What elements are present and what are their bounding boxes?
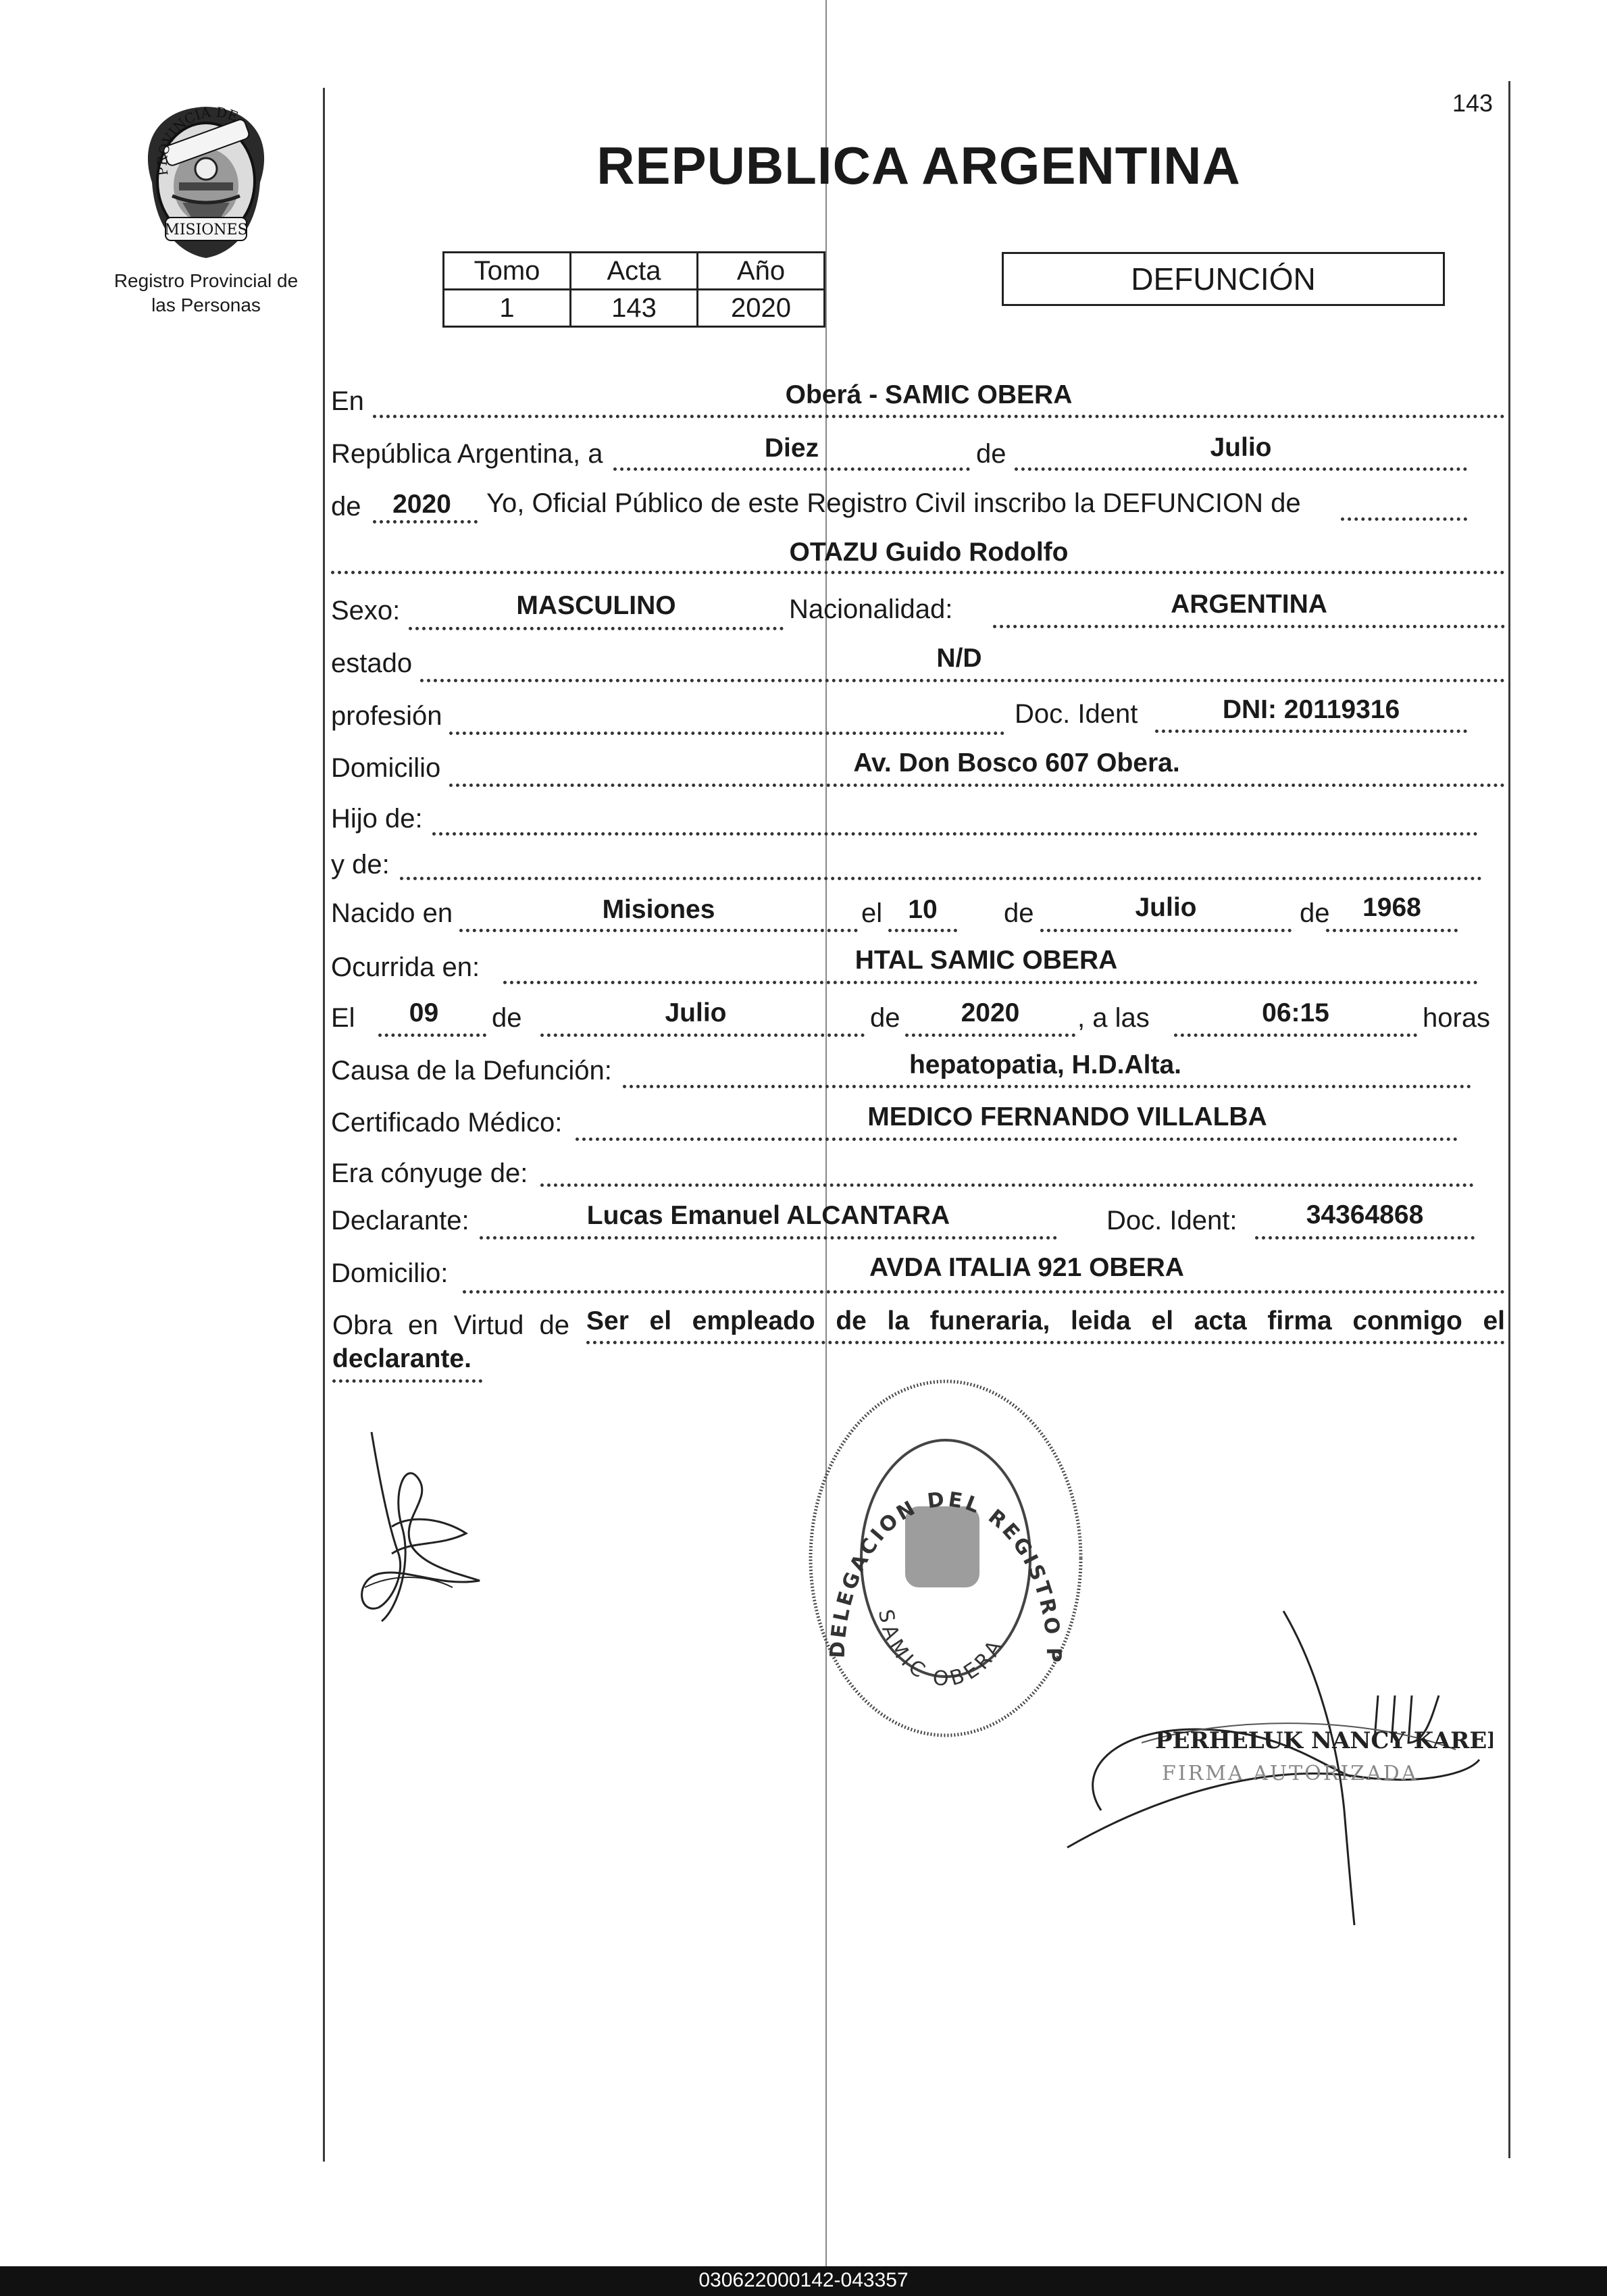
label-certificado: Certificado Médico: (331, 1108, 563, 1138)
field-domicilio: Av. Don Bosco 607 Obera. (853, 748, 1180, 777)
field-documento: DNI: 20119316 (1222, 695, 1400, 724)
field-estado: N/D (936, 644, 982, 673)
dotline-estado (420, 679, 1505, 682)
field-declarante: Lucas Emanuel ALCANTARA (586, 1201, 950, 1230)
dotline-lugar (373, 415, 1505, 418)
field-lugar: Oberá - SAMIC OBERA (785, 380, 1073, 409)
label-conyuge: Era cónyuge de: (331, 1158, 528, 1188)
seal-bottom-text: MISIONES (164, 222, 248, 238)
label-el-fecha: El (331, 1003, 355, 1033)
field-declarante-doc: 34364868 (1306, 1200, 1424, 1229)
label-nacido-de-mes: de (1004, 898, 1034, 928)
field-sexo: MASCULINO (516, 591, 676, 620)
field-nacido-mes: Julio (1135, 893, 1197, 922)
right-margin-line (1508, 81, 1510, 2158)
field-ocurrida-en: HTAL SAMIC OBERA (854, 946, 1118, 975)
registry-name-line1: Registro Provincial de (113, 270, 299, 291)
label-causa: Causa de la Defunción: (331, 1056, 612, 1086)
dotline-domicilio (449, 784, 1505, 787)
stamp-center-text: SAMIC OBERA (873, 1607, 1009, 1691)
field-nacido-anio: 1968 (1362, 893, 1421, 922)
seal-top-text: PROVINCIA DE (153, 103, 240, 177)
field-fallec-mes: Julio (665, 998, 727, 1027)
official-stamp (804, 1375, 1088, 1743)
dotline-obra (586, 1341, 1505, 1344)
field-difunto: OTAZU Guido Rodolfo (789, 538, 1069, 567)
value-acta: 143 (571, 290, 698, 327)
official-name-text: PERHELUK NANCY KAREL (1155, 1727, 1493, 1754)
dotline-y-de (400, 877, 1482, 880)
dotline-anio (373, 520, 478, 524)
document-code: 030622000142-043357 (698, 2269, 909, 2291)
label-en: En (331, 386, 364, 416)
value-tomo: 1 (444, 290, 571, 327)
label-ocurrida-en: Ocurrida en: (331, 952, 480, 982)
dotline-mes (1015, 467, 1467, 471)
label-fallec-de-anio: de (870, 1003, 900, 1033)
official-role-text: FIRMA AUTORIZADA (1162, 1762, 1419, 1785)
acta-table-value-row (444, 290, 825, 327)
svg-text:SAMIC OBERA (873, 1608, 1009, 1691)
dotline-obra-2 (332, 1379, 482, 1383)
declarant-signature (351, 1419, 500, 1628)
dotline-profesion (449, 732, 1004, 735)
field-declarante-domicilio: AVDA ITALIA 921 OBERA (869, 1253, 1184, 1282)
field-mes: Julio (1210, 433, 1272, 462)
label-domicilio: Domicilio (331, 753, 441, 783)
dotline-sexo (409, 627, 784, 630)
label-doc-ident-declarante: Doc. Ident: (1106, 1206, 1238, 1235)
provincial-seal-logo (132, 101, 280, 263)
dotline-hijo-de (432, 832, 1478, 836)
dotline-fallec-anio (905, 1034, 1075, 1037)
registry-name (95, 269, 317, 317)
label-fallec-de-mes: de (492, 1003, 522, 1033)
label-estado: estado (331, 648, 413, 678)
label-de-anio: de (331, 492, 361, 521)
label-obra-en-virtud: Obra en Virtud de (332, 1310, 570, 1340)
field-nacido-en: Misiones (602, 895, 715, 924)
label-a-las: , a las (1077, 1003, 1150, 1033)
dotline-causa (623, 1085, 1471, 1088)
field-nacido-dia: 10 (908, 895, 938, 924)
field-nacionalidad: ARGENTINA (1171, 590, 1327, 619)
label-doc-ident: Doc. Ident (1015, 699, 1138, 729)
left-margin-line (323, 88, 325, 2162)
dotline-nacido-mes (1040, 929, 1292, 932)
dotline-difunto (331, 571, 1505, 574)
field-dia-letras: Diez (764, 434, 819, 463)
label-declarante: Declarante: (331, 1206, 469, 1235)
label-nacionalidad: Nacionalidad: (789, 594, 953, 624)
label-horas: horas (1423, 1003, 1491, 1033)
label-de-mes: de (976, 439, 1006, 469)
field-causa: hepatopatia, H.D.Alta. (909, 1050, 1182, 1079)
label-nacido-el: el (861, 898, 883, 928)
field-fallec-anio: 2020 (961, 998, 1020, 1027)
label-nacido-en: Nacido en (331, 898, 453, 928)
page-number: 143 (1452, 89, 1494, 117)
label-profesion: profesión (331, 701, 442, 731)
dotline-nacido-en (459, 929, 858, 932)
header-anio: Año (698, 253, 825, 290)
dotline-declarante (480, 1236, 1057, 1240)
dotline-ocurrida-en (503, 981, 1478, 984)
field-fallec-dia: 09 (409, 998, 439, 1027)
dotline-nacido-dia (888, 929, 957, 932)
dotline-nacido-anio (1326, 929, 1458, 932)
dotline-inscribo (1341, 517, 1467, 521)
dotline-declarante-domicilio (463, 1290, 1505, 1294)
label-republica: República Argentina, a (331, 439, 603, 469)
label-hijo-de: Hijo de: (331, 804, 423, 834)
label-yo-oficial: Yo, Oficial Público de este Registro Civil inscribo la DEFUNCION de (486, 488, 1301, 518)
document-type-box: DEFUNCIÓN (1002, 252, 1445, 306)
label-sexo: Sexo: (331, 596, 401, 626)
field-obra-line1: Ser el empleado de la funeraria, leida el acta firma conmigo el (586, 1306, 1505, 1335)
page-title: REPUBLICA ARGENTINA (596, 136, 1241, 195)
field-anio: 2020 (392, 490, 451, 519)
dotline-dia (613, 467, 970, 471)
label-y-de: y de: (331, 850, 390, 879)
field-certificado: MEDICO FERNANDO VILLALBA (867, 1102, 1267, 1131)
dotline-declarante-doc (1255, 1236, 1475, 1240)
registry-name-line2: las Personas (151, 295, 261, 315)
header-tomo: Tomo (444, 253, 571, 290)
dotline-certificado (576, 1138, 1458, 1141)
dotline-nacionalidad (993, 625, 1505, 628)
stamp-ring-text: DELEGACION DEL REGISTRO P (825, 1487, 1066, 1666)
dotline-fallec-dia (378, 1034, 486, 1037)
field-obra-line2: declarante. (332, 1344, 471, 1373)
official-signature (1061, 1608, 1493, 1932)
dotline-conyuge (540, 1183, 1474, 1187)
acta-table-header-row (444, 253, 825, 290)
dotline-documento (1155, 730, 1467, 733)
label-nacido-de-anio: de (1300, 898, 1330, 928)
header-acta: Acta (571, 253, 698, 290)
label-domicilio-declarante: Domicilio: (331, 1258, 449, 1288)
acta-table (442, 251, 825, 328)
fold-line (825, 0, 827, 2266)
dotline-fallec-hora (1174, 1034, 1417, 1037)
value-anio: 2020 (698, 290, 825, 327)
dotline-fallec-mes (540, 1034, 865, 1037)
field-fallec-hora: 06:15 (1262, 998, 1329, 1027)
